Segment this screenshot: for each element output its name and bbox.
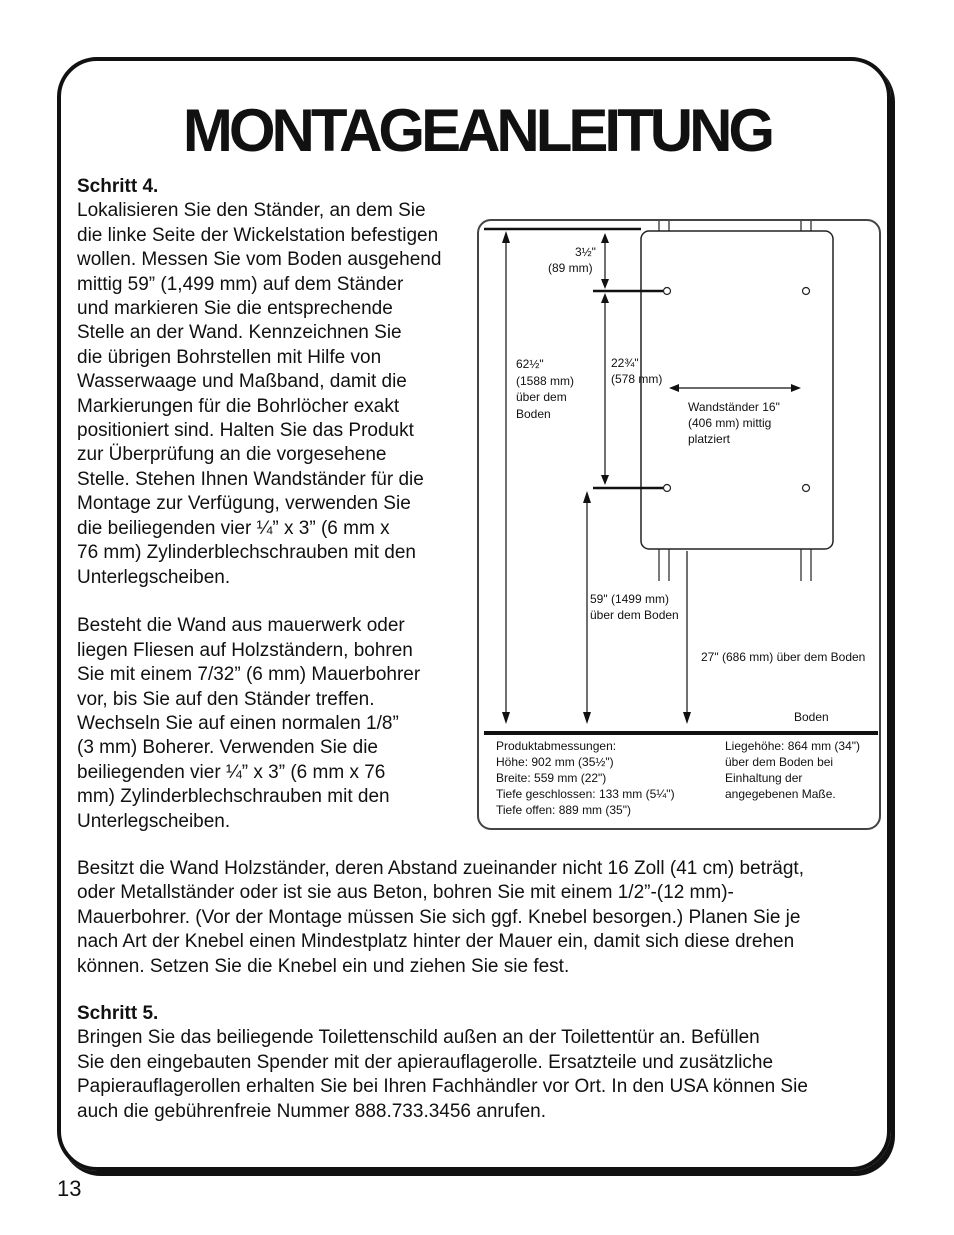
page-title: MONTAGEANLEITUNG [182,97,772,164]
paragraph-gap [77,590,477,614]
step4-para1-line: die übrigen Bohrstellen mit Hilfe von [77,346,382,368]
step4-para2-line: Sie mit einem 7/32” (6 mm) Mauerbohrer [77,664,421,686]
step4-para1-line: 76 mm) Zylinderblechschrauben mit den [77,542,416,564]
dim-label: (89 mm) [548,261,593,275]
arrow-head-icon [502,231,510,243]
step4-para2-line: mm) Zylinderblechschrauben mit den [77,786,390,808]
dim-label: 59" (1499 mm) [590,592,669,606]
step4-para1-line: Montage zur Verfügung, verwenden Sie [77,493,411,515]
step4-section [77,175,477,834]
step4-para2-line: (3 mm) Boherer. Verwenden Sie die [77,737,378,759]
step4-para1-line: zur Überprüfung an die vorgesehene [77,444,387,466]
mounting-diagram [477,219,881,830]
step4-para2-line: Unterlegscheiben. [77,810,231,832]
arrow-head-icon [683,712,691,724]
stud-label: platziert [688,432,731,446]
arrow-head-icon [583,712,591,724]
step4-para2-line: Wechseln Sie auf einen normalen 1/8” [77,712,399,734]
spec-line: Tiefe offen: 889 mm (35") [496,803,631,817]
spec-line: angegebenen Maße. [725,787,836,801]
step4-para3-line: oder Metallständer oder ist sie aus Beton, bohren Sie mit einem 1/2”-(12 mm)- [77,882,734,904]
step5-line: Papierauflagerollen erhalten Sie bei Ihren Fachhändler vor Ort. In den USA können Sie [77,1076,808,1098]
step4-para1-line: Unterlegscheiben. [77,566,231,588]
step4-para3-line: Besitzt die Wand Holzständer, deren Abstand zueinander nicht 16 Zoll (41 cm) beträgt, [77,858,804,879]
arrow-head-icon [601,233,609,243]
arrow-head-icon [601,475,609,485]
step4-para1-line: Wasserwaage und Maßband, damit die [77,371,407,393]
step4-para1-line: die linke Seite der Wickelstation befestigen [77,224,439,246]
dim-label: über dem [516,390,567,404]
step5-line: Sie den eingebauten Spender mit der apierauflagerolle. Ersatzteile und zusätzliche [77,1051,774,1073]
step4-para1-line: wollen. Messen Sie vom Boden ausgehend [77,249,442,271]
step4-para1-line: Stelle. Stehen Ihnen Wandständer für die [77,468,424,490]
step5-line: auch die gebührenfreie Nummer 888.733.3456 anrufen. [77,1100,546,1122]
arrow-head-icon [583,491,591,503]
floor-label: Boden [794,710,829,724]
stud-label: Wandständer 16" [688,400,780,414]
dim-label: 22¾" [611,356,639,370]
arrow-head-icon [601,279,609,289]
stud-label: (406 mm) mittig [688,416,772,430]
arrow-head-icon [502,712,510,724]
dim-label: 62½" [516,357,544,371]
spec-line: Breite: 559 mm (22") [496,771,607,785]
step4-para1-line: Stelle an der Wand. Kennzeichnen Sie [77,322,402,344]
step4-para3-line: nach Art der Knebel einen Mindestplatz hinter der Mauer ein, damit sich diese drehen [77,931,795,953]
step5-line: Bringen Sie das beiliegende Toilettenschild außen an der Toilettentür an. Befüllen [77,1027,760,1049]
step5-heading: Schritt 5. [77,1003,159,1024]
spec-line: Liegehöhe: 864 mm (34") [725,739,861,753]
step4-para3-line: können. Setzen Sie die Knebel ein und ziehen Sie sie fest. [77,955,570,977]
page-number: 13 [57,1176,82,1201]
dim-label: (1588 mm) [516,374,575,388]
arrow-head-icon [601,293,609,303]
step4-para1-line: Lokalisieren Sie den Ständer, an dem Sie [77,200,426,222]
spec-line: Tiefe geschlossen: 133 mm (5¼") [496,787,675,801]
dim-label: 27" (686 mm) über dem Boden [701,650,866,664]
mounting-hole-icon [664,288,671,295]
step4-para3 [77,857,877,979]
step4-para1-line: Markierungen für die Bohrlöcher exakt [77,395,400,417]
product-outline [641,231,833,549]
spec-line: Produktabmessungen: [496,739,617,753]
dim-label: (578 mm) [611,372,663,386]
step5-section [77,1002,877,1124]
spec-line: über dem Boden bei [725,755,834,769]
step4-heading: Schritt 4. [77,176,159,197]
dim-label: Boden [516,407,551,421]
step4-para1-line: mittig 59” (1,499 mm) auf dem Ständer [77,273,404,295]
mounting-diagram-svg [479,221,881,830]
spec-line: Höhe: 902 mm (35½") [496,755,614,769]
dim-label: über dem Boden [590,608,679,622]
step4-para2-line: liegen Fliesen auf Holzständern, bohren [77,639,413,661]
step4-para2-line: Besteht die Wand aus mauerwerk oder [77,615,405,637]
step4-para2-line: beiliegenden vier ¼” x 3” (6 mm x 76 [77,761,386,783]
dim-label: 3½" [575,245,596,259]
mounting-hole-icon [803,288,810,295]
step4-para1-line: die beiliegenden vier ¼” x 3” (6 mm x [77,517,390,539]
step4-para1-line: positioniert sind. Halten Sie das Produkt [77,420,414,442]
mounting-hole-icon [803,485,810,492]
step4-para3-line: Mauerbohrer. (Vor der Montage müssen Sie sich ggf. Knebel besorgen.) Planen Sie je [77,906,801,928]
mounting-hole-icon [664,485,671,492]
step4-para1-line: und markieren Sie die entsprechende [77,298,393,320]
spec-line: Einhaltung der [725,771,803,785]
step4-para2-line: vor, bis Sie auf den Ständer treffen. [77,688,375,710]
